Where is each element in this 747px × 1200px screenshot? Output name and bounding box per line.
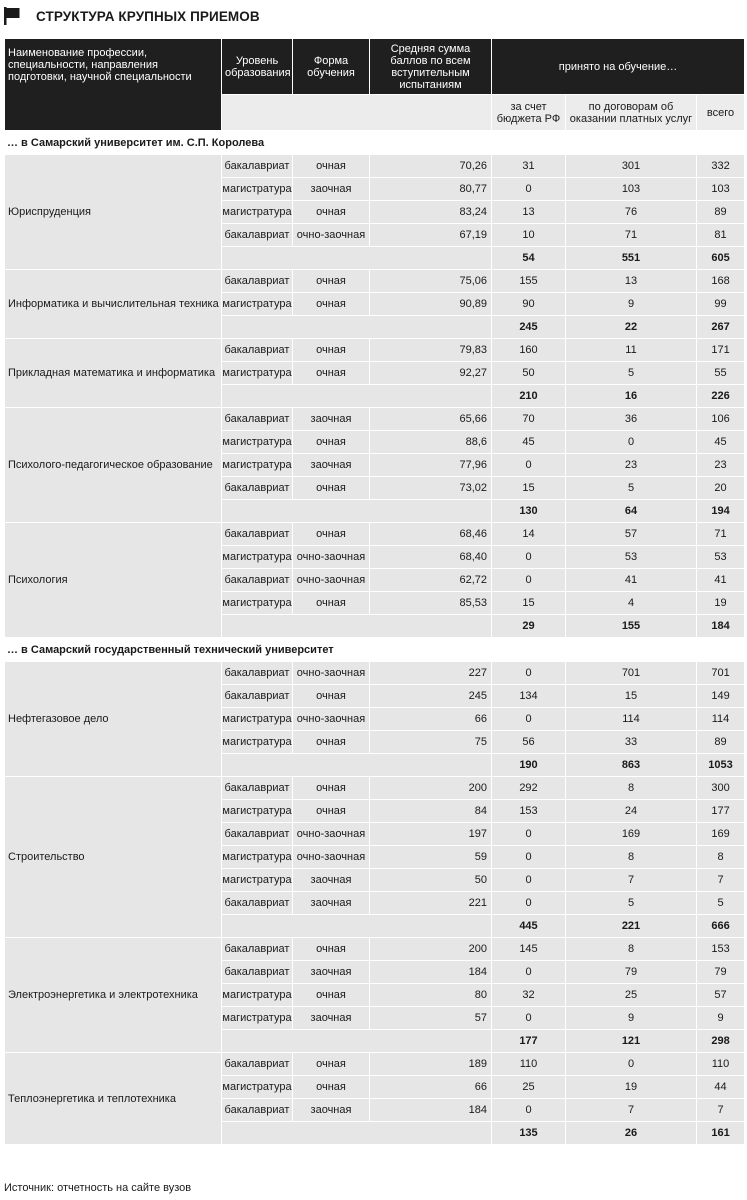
cell-paid: 103: [566, 178, 697, 201]
cell-score: 75,06: [370, 270, 492, 293]
cell-score: 85,53: [370, 592, 492, 615]
total-budget: 445: [492, 915, 566, 938]
program-name: Нефтегазовое дело: [5, 662, 222, 777]
cell-total: 332: [697, 155, 745, 178]
total-paid: 863: [566, 754, 697, 777]
cell-budget: 10: [492, 224, 566, 247]
cell-score: 80,77: [370, 178, 492, 201]
cell-budget: 292: [492, 777, 566, 800]
table-row: [5, 777, 745, 800]
cell-level: магистратура: [222, 1007, 293, 1030]
cell-budget: 134: [492, 685, 566, 708]
section-title: … в Самарский университет им. С.П. Королева: [5, 131, 745, 155]
total-sum: 194: [697, 500, 745, 523]
cell-total: 168: [697, 270, 745, 293]
cell-paid: 76: [566, 201, 697, 224]
cell-total: 110: [697, 1053, 745, 1076]
cell-level: бакалавриат: [222, 569, 293, 592]
total-sum: 1053: [697, 754, 745, 777]
program-name: Юриспруденция: [5, 155, 222, 270]
cell-level: магистратура: [222, 869, 293, 892]
table-row: [5, 155, 745, 178]
section-row: [5, 638, 745, 662]
cell-budget: 90: [492, 293, 566, 316]
cell-budget: 155: [492, 270, 566, 293]
cell-total: 149: [697, 685, 745, 708]
cell-form: очная: [293, 201, 370, 224]
table-row: [5, 523, 745, 546]
cell-total: 44: [697, 1076, 745, 1099]
cell-score: 90,89: [370, 293, 492, 316]
cell-paid: 71: [566, 224, 697, 247]
cell-level: бакалавриат: [222, 892, 293, 915]
cell-level: магистратура: [222, 293, 293, 316]
cell-score: 83,24: [370, 201, 492, 224]
cell-score: 197: [370, 823, 492, 846]
cell-form: очная: [293, 800, 370, 823]
cell-score: 67,19: [370, 224, 492, 247]
col-header-level: Уровень образования: [222, 39, 293, 95]
cell-budget: 14: [492, 523, 566, 546]
cell-total: 45: [697, 431, 745, 454]
cell-paid: 169: [566, 823, 697, 846]
totals-blank: [222, 754, 492, 777]
cell-paid: 5: [566, 477, 697, 500]
cell-level: магистратура: [222, 846, 293, 869]
cell-total: 114: [697, 708, 745, 731]
cell-form: заочная: [293, 178, 370, 201]
cell-paid: 0: [566, 1053, 697, 1076]
cell-form: очная: [293, 685, 370, 708]
cell-level: бакалавриат: [222, 662, 293, 685]
table-header-row: [5, 39, 745, 95]
cell-form: очная: [293, 270, 370, 293]
col-header-total: всего: [697, 95, 745, 131]
program-name: Психология: [5, 523, 222, 638]
cell-paid: 8: [566, 777, 697, 800]
cell-total: 20: [697, 477, 745, 500]
cell-form: очная: [293, 777, 370, 800]
cell-total: 99: [697, 293, 745, 316]
cell-form: заочная: [293, 869, 370, 892]
cell-score: 62,72: [370, 569, 492, 592]
cell-score: 184: [370, 961, 492, 984]
cell-score: 184: [370, 1099, 492, 1122]
cell-budget: 13: [492, 201, 566, 224]
total-sum: 298: [697, 1030, 745, 1053]
program-name: Теплоэнергетика и теплотехника: [5, 1053, 222, 1145]
cell-budget: 32: [492, 984, 566, 1007]
source-note: Источник: отчетность на сайте вузов: [4, 1182, 192, 1194]
cell-paid: 19: [566, 1076, 697, 1099]
total-sum: 161: [697, 1122, 745, 1145]
cell-paid: 9: [566, 293, 697, 316]
cell-level: магистратура: [222, 592, 293, 615]
col-header-name: Наименование профессии, специальности, направления подготовки, научной специальности: [5, 39, 222, 131]
cell-level: бакалавриат: [222, 477, 293, 500]
cell-form: очная: [293, 431, 370, 454]
total-budget: 190: [492, 754, 566, 777]
cell-level: бакалавриат: [222, 685, 293, 708]
cell-total: 41: [697, 569, 745, 592]
page-title: СТРУКТУРА КРУПНЫХ ПРИЕМОВ: [36, 8, 260, 24]
subheader-blank: [222, 95, 492, 131]
cell-level: бакалавриат: [222, 155, 293, 178]
cell-budget: 15: [492, 477, 566, 500]
cell-total: 55: [697, 362, 745, 385]
cell-level: магистратура: [222, 708, 293, 731]
cell-level: бакалавриат: [222, 823, 293, 846]
cell-paid: 7: [566, 869, 697, 892]
table-row: [5, 339, 745, 362]
total-sum: 184: [697, 615, 745, 638]
cell-total: 89: [697, 201, 745, 224]
cell-paid: 13: [566, 270, 697, 293]
admissions-table: [4, 38, 745, 1145]
section-title: … в Самарский государственный технический университет: [5, 638, 745, 662]
cell-total: 81: [697, 224, 745, 247]
total-paid: 221: [566, 915, 697, 938]
cell-total: 300: [697, 777, 745, 800]
program-name: Психолого-педагогическое образование: [5, 408, 222, 523]
total-budget: 210: [492, 385, 566, 408]
cell-budget: 0: [492, 892, 566, 915]
cell-level: магистратура: [222, 454, 293, 477]
cell-score: 75: [370, 731, 492, 754]
total-paid: 16: [566, 385, 697, 408]
cell-level: магистратура: [222, 201, 293, 224]
cell-form: очно-заочная: [293, 708, 370, 731]
program-name: Строительство: [5, 777, 222, 938]
cell-total: 19: [697, 592, 745, 615]
total-budget: 54: [492, 247, 566, 270]
cell-total: 57: [697, 984, 745, 1007]
cell-form: заочная: [293, 892, 370, 915]
cell-paid: 8: [566, 938, 697, 961]
cell-form: очная: [293, 362, 370, 385]
cell-budget: 45: [492, 431, 566, 454]
cell-paid: 9: [566, 1007, 697, 1030]
cell-form: очно-заочная: [293, 846, 370, 869]
cell-paid: 7: [566, 1099, 697, 1122]
table-row: [5, 938, 745, 961]
table-row: [5, 1053, 745, 1076]
cell-score: 189: [370, 1053, 492, 1076]
table-row: [5, 270, 745, 293]
cell-form: очная: [293, 592, 370, 615]
totals-blank: [222, 1030, 492, 1053]
cell-form: очно-заочная: [293, 224, 370, 247]
cell-score: 68,40: [370, 546, 492, 569]
total-budget: 29: [492, 615, 566, 638]
cell-form: очная: [293, 938, 370, 961]
cell-form: очная: [293, 984, 370, 1007]
total-paid: 64: [566, 500, 697, 523]
cell-form: очно-заочная: [293, 823, 370, 846]
cell-score: 65,66: [370, 408, 492, 431]
cell-budget: 153: [492, 800, 566, 823]
cell-paid: 53: [566, 546, 697, 569]
cell-level: магистратура: [222, 800, 293, 823]
cell-form: очно-заочная: [293, 569, 370, 592]
totals-blank: [222, 915, 492, 938]
total-sum: 666: [697, 915, 745, 938]
cell-score: 92,27: [370, 362, 492, 385]
cell-level: бакалавриат: [222, 1099, 293, 1122]
cell-budget: 0: [492, 846, 566, 869]
cell-budget: 0: [492, 708, 566, 731]
totals-blank: [222, 385, 492, 408]
cell-total: 171: [697, 339, 745, 362]
cell-total: 71: [697, 523, 745, 546]
col-header-score: Средняя сумма баллов по всем вступительным испытаниям: [370, 39, 492, 95]
cell-form: очно-заочная: [293, 546, 370, 569]
cell-total: 7: [697, 869, 745, 892]
cell-paid: 24: [566, 800, 697, 823]
cell-total: 89: [697, 731, 745, 754]
col-header-budget: за счет бюджета РФ: [492, 95, 566, 131]
cell-score: 80: [370, 984, 492, 1007]
cell-score: 57: [370, 1007, 492, 1030]
cell-budget: 0: [492, 823, 566, 846]
program-name: Прикладная математика и информатика: [5, 339, 222, 408]
flag-icon: [4, 7, 20, 25]
totals-blank: [222, 247, 492, 270]
cell-score: 68,46: [370, 523, 492, 546]
cell-budget: 0: [492, 454, 566, 477]
cell-form: очная: [293, 339, 370, 362]
cell-level: магистратура: [222, 178, 293, 201]
cell-paid: 25: [566, 984, 697, 1007]
totals-blank: [222, 1122, 492, 1145]
cell-score: 221: [370, 892, 492, 915]
cell-form: заочная: [293, 1007, 370, 1030]
cell-total: 103: [697, 178, 745, 201]
section-row: [5, 131, 745, 155]
cell-paid: 79: [566, 961, 697, 984]
total-budget: 177: [492, 1030, 566, 1053]
cell-budget: 70: [492, 408, 566, 431]
cell-score: 245: [370, 685, 492, 708]
col-header-accepted: принято на обучение…: [492, 39, 745, 95]
cell-score: 200: [370, 938, 492, 961]
cell-total: 9: [697, 1007, 745, 1030]
cell-level: бакалавриат: [222, 938, 293, 961]
totals-blank: [222, 316, 492, 339]
cell-form: очная: [293, 523, 370, 546]
total-sum: 267: [697, 316, 745, 339]
cell-score: 66: [370, 708, 492, 731]
cell-level: бакалавриат: [222, 224, 293, 247]
cell-level: бакалавриат: [222, 1053, 293, 1076]
total-paid: 22: [566, 316, 697, 339]
cell-total: 7: [697, 1099, 745, 1122]
cell-score: 84: [370, 800, 492, 823]
cell-level: бакалавриат: [222, 270, 293, 293]
cell-level: магистратура: [222, 1076, 293, 1099]
cell-level: бакалавриат: [222, 777, 293, 800]
cell-total: 8: [697, 846, 745, 869]
cell-budget: 0: [492, 546, 566, 569]
totals-blank: [222, 500, 492, 523]
cell-score: 227: [370, 662, 492, 685]
cell-form: заочная: [293, 408, 370, 431]
cell-level: бакалавриат: [222, 339, 293, 362]
cell-form: заочная: [293, 961, 370, 984]
cell-paid: 33: [566, 731, 697, 754]
cell-budget: 31: [492, 155, 566, 178]
cell-level: магистратура: [222, 546, 293, 569]
cell-total: 53: [697, 546, 745, 569]
cell-score: 70,26: [370, 155, 492, 178]
cell-paid: 5: [566, 892, 697, 915]
cell-budget: 15: [492, 592, 566, 615]
cell-level: бакалавриат: [222, 523, 293, 546]
totals-blank: [222, 615, 492, 638]
cell-form: заочная: [293, 454, 370, 477]
cell-form: очная: [293, 1076, 370, 1099]
cell-paid: 23: [566, 454, 697, 477]
cell-total: 23: [697, 454, 745, 477]
cell-paid: 114: [566, 708, 697, 731]
total-budget: 135: [492, 1122, 566, 1145]
table-row: [5, 408, 745, 431]
cell-form: очно-заочная: [293, 662, 370, 685]
cell-paid: 5: [566, 362, 697, 385]
title-bar: [4, 4, 260, 28]
cell-score: 59: [370, 846, 492, 869]
cell-score: 77,96: [370, 454, 492, 477]
cell-form: очная: [293, 293, 370, 316]
cell-paid: 11: [566, 339, 697, 362]
program-name: Электроэнергетика и электротехника: [5, 938, 222, 1053]
cell-paid: 57: [566, 523, 697, 546]
cell-paid: 4: [566, 592, 697, 615]
cell-total: 79: [697, 961, 745, 984]
cell-paid: 41: [566, 569, 697, 592]
total-paid: 26: [566, 1122, 697, 1145]
cell-budget: 50: [492, 362, 566, 385]
cell-paid: 15: [566, 685, 697, 708]
cell-budget: 0: [492, 662, 566, 685]
total-sum: 226: [697, 385, 745, 408]
cell-budget: 110: [492, 1053, 566, 1076]
cell-form: очная: [293, 155, 370, 178]
cell-total: 169: [697, 823, 745, 846]
program-name: Информатика и вычислительная техника: [5, 270, 222, 339]
cell-score: 88,6: [370, 431, 492, 454]
cell-form: очная: [293, 1053, 370, 1076]
cell-budget: 0: [492, 869, 566, 892]
cell-form: заочная: [293, 1099, 370, 1122]
cell-level: магистратура: [222, 731, 293, 754]
cell-form: очная: [293, 731, 370, 754]
cell-total: 177: [697, 800, 745, 823]
total-paid: 155: [566, 615, 697, 638]
cell-total: 153: [697, 938, 745, 961]
cell-paid: 8: [566, 846, 697, 869]
cell-total: 106: [697, 408, 745, 431]
cell-budget: 56: [492, 731, 566, 754]
cell-total: 5: [697, 892, 745, 915]
cell-budget: 160: [492, 339, 566, 362]
cell-paid: 0: [566, 431, 697, 454]
cell-paid: 301: [566, 155, 697, 178]
cell-score: 50: [370, 869, 492, 892]
cell-total: 701: [697, 662, 745, 685]
cell-budget: 25: [492, 1076, 566, 1099]
total-budget: 245: [492, 316, 566, 339]
cell-budget: 0: [492, 178, 566, 201]
total-paid: 551: [566, 247, 697, 270]
cell-score: 66: [370, 1076, 492, 1099]
cell-level: бакалавриат: [222, 961, 293, 984]
col-header-form: Форма обучения: [293, 39, 370, 95]
cell-level: магистратура: [222, 431, 293, 454]
cell-budget: 145: [492, 938, 566, 961]
total-budget: 130: [492, 500, 566, 523]
total-paid: 121: [566, 1030, 697, 1053]
cell-budget: 0: [492, 961, 566, 984]
cell-paid: 36: [566, 408, 697, 431]
cell-level: магистратура: [222, 362, 293, 385]
cell-score: 200: [370, 777, 492, 800]
cell-level: бакалавриат: [222, 408, 293, 431]
cell-budget: 0: [492, 569, 566, 592]
total-sum: 605: [697, 247, 745, 270]
cell-budget: 0: [492, 1099, 566, 1122]
cell-paid: 701: [566, 662, 697, 685]
table-row: [5, 662, 745, 685]
col-header-paid: по договорам об оказании платных услуг: [566, 95, 697, 131]
cell-level: магистратура: [222, 984, 293, 1007]
cell-score: 73,02: [370, 477, 492, 500]
cell-budget: 0: [492, 1007, 566, 1030]
cell-form: очная: [293, 477, 370, 500]
cell-score: 79,83: [370, 339, 492, 362]
